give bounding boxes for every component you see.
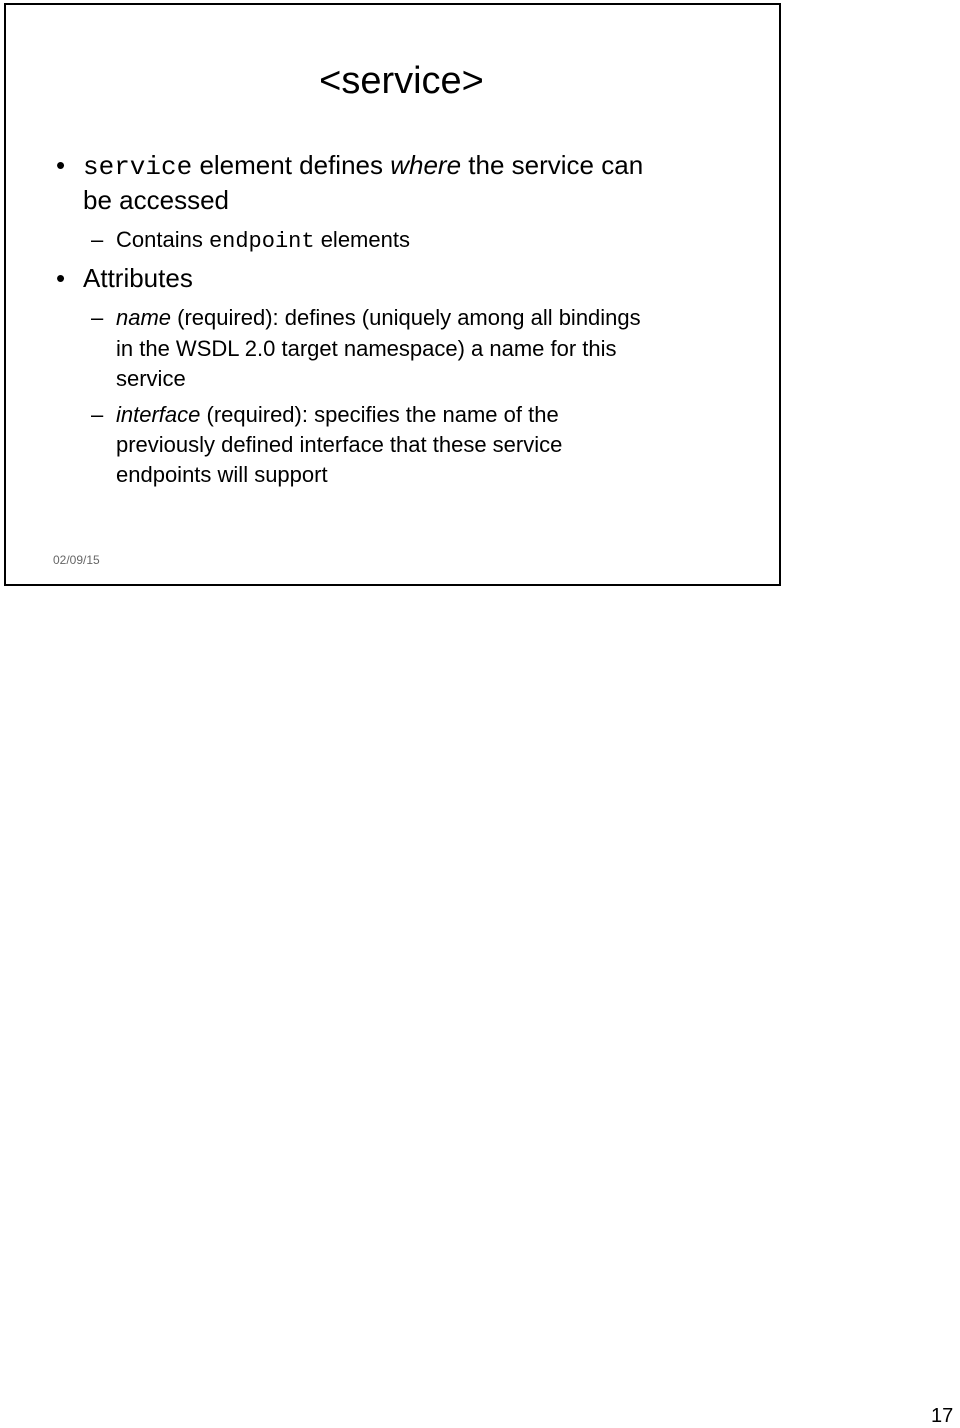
bullet-service-line1: [83, 150, 643, 182]
sub-name-text: (required): defines (uniquely among all bindings: [171, 305, 641, 330]
bullet-text-a: element defines: [192, 150, 391, 180]
bullet-service-line2: be accessed: [83, 185, 229, 215]
sub-interface-line1: [116, 402, 559, 428]
bullet-attributes: Attributes: [83, 263, 193, 293]
sub-name-line3: service: [116, 366, 186, 391]
dash-marker: –: [91, 402, 104, 427]
bullet-text-b: the service can: [461, 150, 644, 180]
sub-name-line2: in the WSDL 2.0 target namespace) a name for this: [116, 336, 617, 361]
bullet-marker: •: [56, 150, 66, 180]
emphasis-where: where: [390, 150, 462, 180]
slide-date: 02/09/15: [53, 553, 100, 567]
emphasis-name: name: [116, 305, 172, 330]
sub-contains-text-b: elements: [314, 227, 410, 252]
dash-marker: –: [91, 227, 104, 252]
sub-interface-line2: previously defined interface that these service: [116, 432, 563, 457]
sub-interface-line3: endpoints will support: [116, 462, 328, 487]
sub-contains: [116, 227, 410, 254]
code-service: service: [83, 152, 193, 182]
bullet-marker: •: [56, 263, 66, 293]
sub-name-line1: [116, 305, 641, 331]
slide-title: <service>: [319, 60, 484, 102]
page-number: 17: [931, 1405, 954, 1427]
code-endpoint: endpoint: [208, 229, 315, 254]
sub-interface-text: (required): specifies the name of the: [200, 402, 559, 427]
emphasis-interface: interface: [116, 402, 201, 427]
sub-contains-text-a: Contains: [116, 227, 209, 252]
dash-marker: –: [91, 305, 104, 330]
slide: [4, 3, 781, 586]
